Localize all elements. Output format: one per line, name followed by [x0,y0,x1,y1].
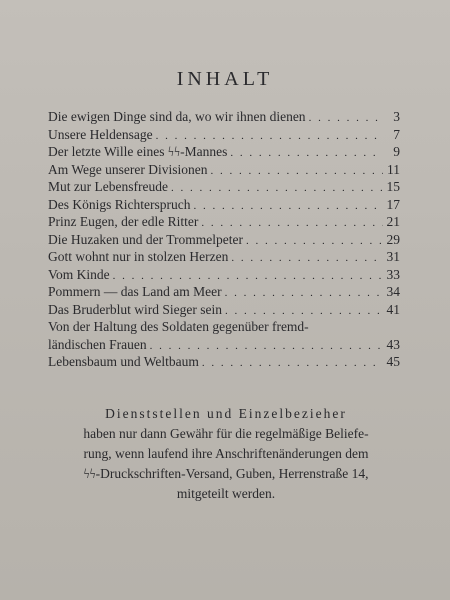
toc-entry [48,353,400,371]
toc-entry-page: 45 [386,354,400,369]
toc-entry-title: Von der Haltung des Soldaten gegenüber fremd- [48,319,309,334]
toc-entry [48,196,400,214]
dot-leader [211,163,383,181]
toc-entry-page: 9 [393,144,400,159]
toc-entry [48,248,400,266]
dot-leader [309,110,383,128]
toc-entry [48,336,400,354]
toc-entry-title: Der letzte Wille eines ϟϟ-Mannes [48,144,228,159]
toc-entry-page: 17 [386,196,400,212]
toc-entry-title: Das Bruderblut wird Sieger sein [48,301,222,317]
toc-entry [48,283,400,301]
toc-entry-page: 15 [386,179,400,194]
toc-entry-title: Lebensbaum und Weltbaum [48,354,199,369]
dot-leader [193,198,383,216]
toc-entry-page: 34 [386,284,400,299]
toc-entry-page: 41 [386,301,400,317]
subscriber-notice [40,404,412,504]
toc-entry-page: 7 [393,126,400,142]
toc-entry-title: Des Königs Richterspruch [48,196,191,212]
dot-leader [171,180,383,198]
toc-entry [48,126,400,144]
toc-entry-title: Mut zur Lebensfreude [48,179,168,194]
toc-entry-title: Gott wohnt nur in stolzen Herzen [48,249,229,264]
toc-entry-wrapped-line [48,318,400,336]
toc-entry [48,301,400,319]
toc-entry-title: Unsere Heldensage [48,126,153,142]
notice-line: rung, wenn laufend ihre Anschriftenänderungen dem [83,446,369,461]
notice-line: haben nur dann Gewähr für die regelmäßige Beliefe- [83,426,369,441]
toc-entry [48,143,400,161]
toc-entry-page: 31 [386,249,400,264]
toc-entry [48,178,400,196]
notice-line: Dienststellen und Einzelbezieher [105,406,347,421]
toc-entry [48,266,400,284]
toc-entry-title: Pommern — das Land am Meer [48,284,222,299]
toc-entry [48,213,400,231]
toc-entry-title: Die Huzaken und der Trommelpeter [48,231,243,247]
toc-entry-page: 3 [393,109,400,124]
toc-entry-title: Prinz Eugen, der edle Ritter [48,214,199,229]
toc-entry [48,108,400,126]
notice-line: mitgeteilt werden. [176,486,276,501]
toc-entry-title: Am Wege unserer Divisionen [48,161,208,177]
dot-leader [225,285,383,303]
dot-leader [202,355,383,373]
toc-entry-page: 21 [386,214,400,229]
page-title: INHALT [176,68,274,90]
notice-line: ϟϟ-Druckschriften-Versand, Guben, Herrenstraße 14, [83,466,369,481]
toc-entry-title: ländischen Frauen [48,336,147,352]
toc-entry [48,161,400,179]
dot-leader [246,233,383,251]
dot-leader [230,145,383,163]
dot-leader [231,250,383,268]
toc-entry-title: Vom Kinde [48,266,110,282]
toc-entry-title: Die ewigen Dinge sind da, wo wir ihnen dienen [48,109,306,124]
toc-entry-page: 33 [386,266,400,282]
toc-entry-page: 43 [386,336,400,352]
toc-entry-page: 29 [386,231,400,247]
toc-entry-page: 11 [387,161,400,177]
table-of-contents [48,108,400,371]
toc-entry [48,231,400,249]
